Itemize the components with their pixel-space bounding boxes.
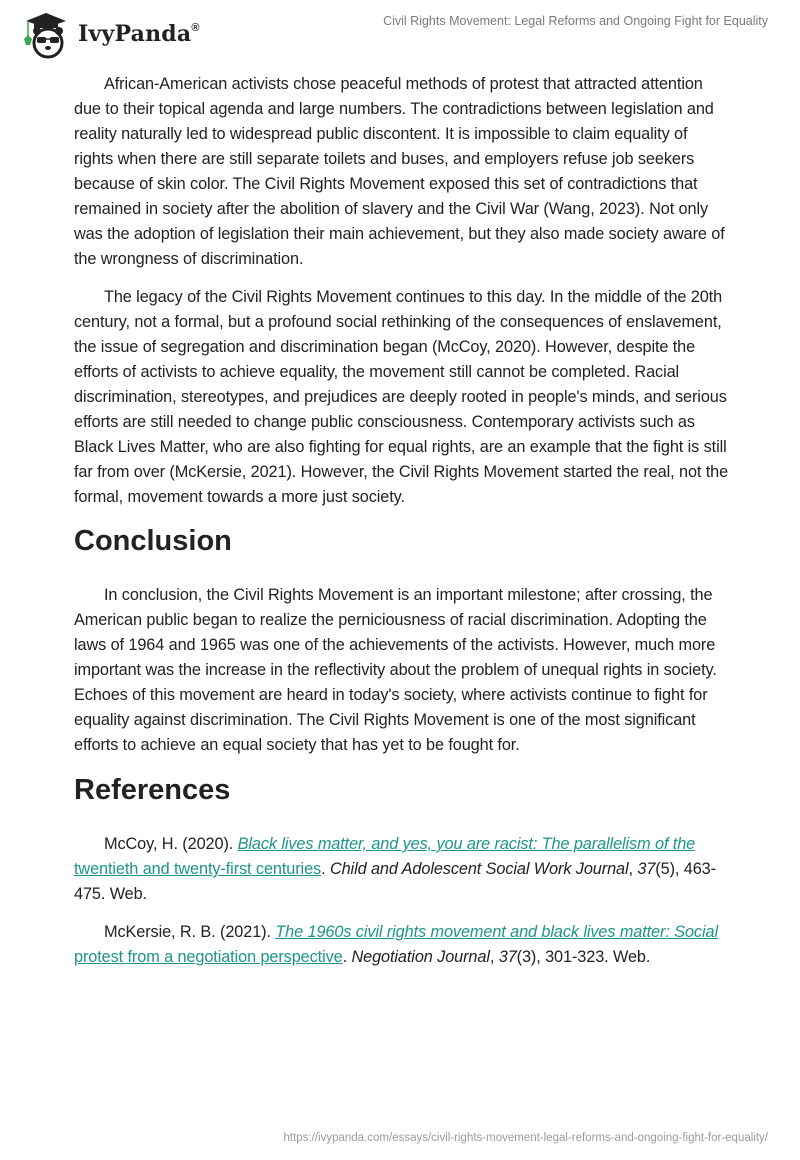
document-title: Civil Rights Movement: Legal Reforms and Ongoing Fight for Equality <box>383 14 768 28</box>
ivypanda-logo[interactable] <box>18 9 200 59</box>
body-paragraph: The legacy of the Civil Rights Movement continues to this day. In the middle of the 20th century, not a formal, but a profound social rethinking of the consequences of enslavement, the issue of segregation and discrimination began (McCoy, 2020). However, despite the efforts of activists to achieve equality, the movement still cannot be completed. Racial discrimination, stereotypes, and prejudices are deeply rooted in people's minds, and serious efforts are still needed to change public consciousness. Contemporary activists such as Black Lives Matter, who are also fighting for equal rights, are an example that the fight is still far from over (McKersie, 2021). However, the Civil Rights Movement started the real, not the formal, movement towards a more just society. <box>74 288 729 506</box>
journal-name: Negotiation Journal <box>351 948 490 966</box>
source-url: https://ivypanda.com/essays/civil-rights-movement-legal-reforms-and-ongoing-fight-for-equality/ <box>283 1132 768 1144</box>
reference-item: McCoy, H. (2020). Black lives matter, and yes, you are racist: The parallelism of the twentieth and twenty-first centuries. Child and Adolescent Social Work Journal, 37(5), 463-475. Web. <box>74 835 716 903</box>
essay-content <box>74 72 730 983</box>
body-paragraph: African-American activists chose peaceful methods of protest that attracted attention due to their topical agenda and large numbers. The contradictions between legislation and reality naturally led to widespread public discontent. It is impossible to claim equality of rights when there are still separate toilets and buses, and employers refuse job seekers because of skin color. The Civil Rights Movement exposed this set of contradictions that remained in society after the abolition of slavery and the Civil War (Wang, 2023). Not only was the adoption of legislation their main achievement, but they also made society aware of the wrongness of discrimination. <box>74 75 725 268</box>
references-heading: References <box>74 774 231 806</box>
journal-name: Child and Adolescent Social Work Journal <box>329 860 629 878</box>
reference-link[interactable]: The 1960s civil rights movement and black lives matter: Social protest from a negotiation perspective <box>74 923 718 966</box>
panda-graduate-icon <box>18 9 74 59</box>
brand-name: IvyPanda® <box>78 21 200 47</box>
reference-item: McKersie, R. B. (2021). The 1960s civil rights movement and black lives matter: Social protest from a negotiation perspective. Negotiation Journal, 37(3), 301-323. Web. <box>74 923 718 966</box>
page-header <box>0 0 800 64</box>
conclusion-heading: Conclusion <box>74 525 232 557</box>
conclusion-paragraph: In conclusion, the Civil Rights Movement is an important milestone; after crossing, the American public began to realize the perniciousness of racial discrimination. Adopting the laws of 1964 and 1965 was one of the achievements of the activists. However, much more important was the increase in the reflectivity about the problem of unequal rights in society. Echoes of this movement are heard in today's society, where activists continue to fight for equality against discrimination. The Civil Rights Movement is one of the most significant efforts to achieve an equal society that has yet to be fought for. <box>74 586 717 754</box>
reference-link[interactable]: Black lives matter, and yes, you are racist: The parallelism of the twentieth and twenty-first centuries <box>74 835 696 878</box>
